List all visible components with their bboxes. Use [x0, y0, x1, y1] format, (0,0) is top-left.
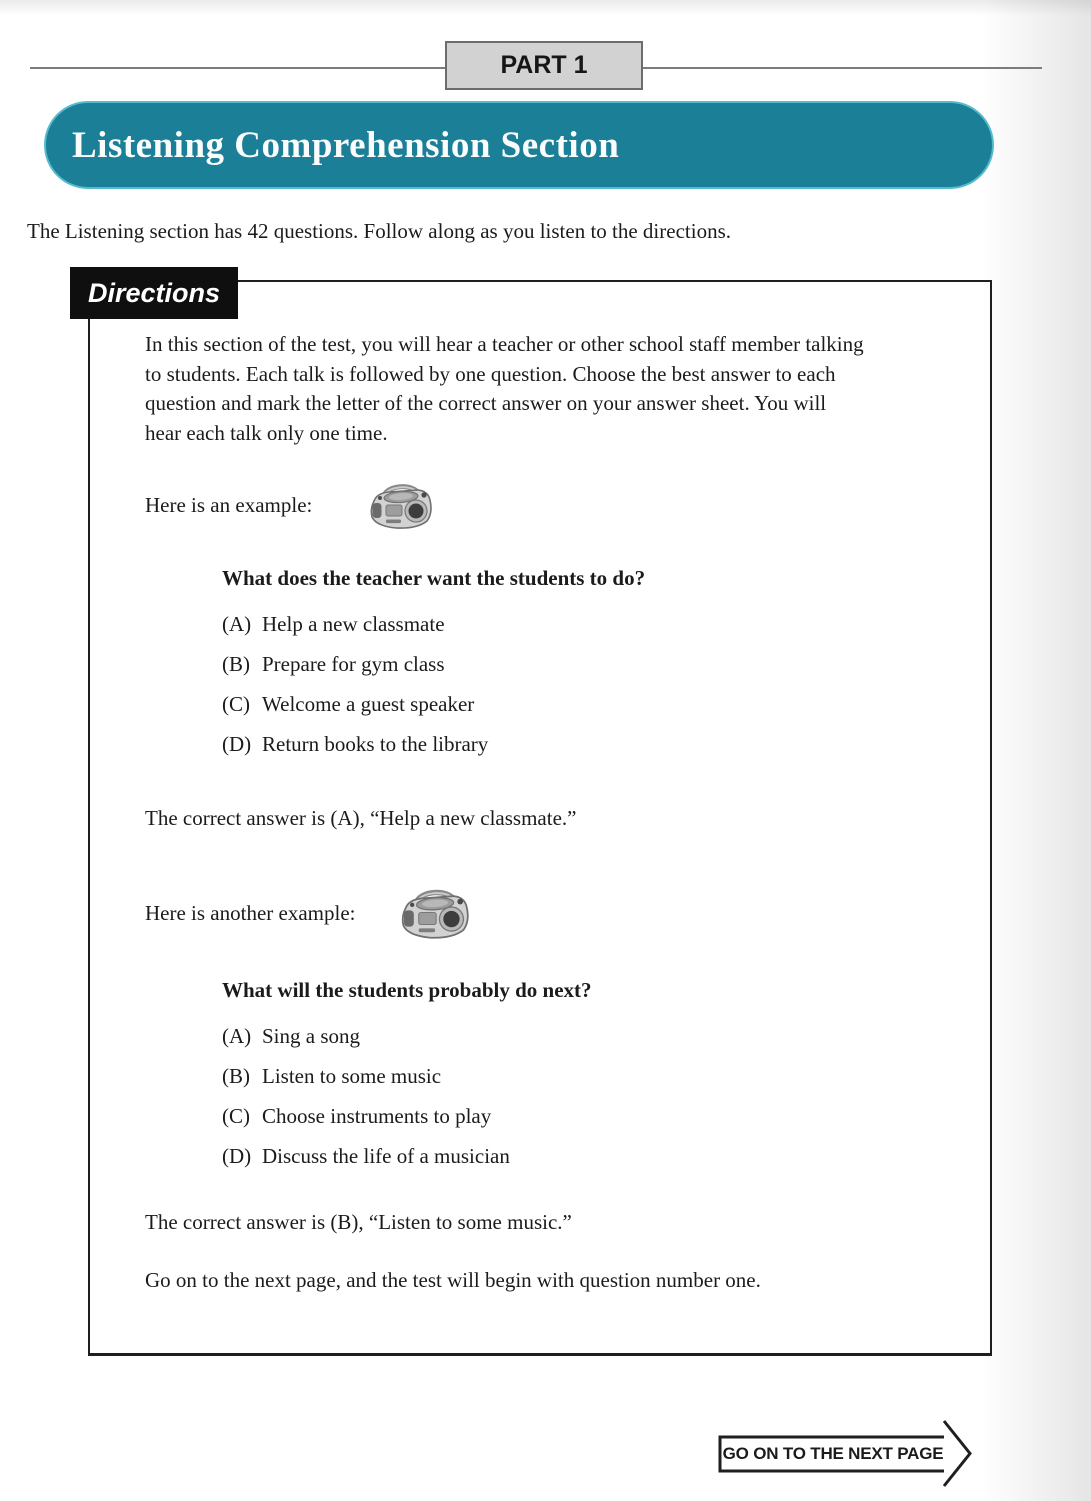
next-page-label: GO ON TO THE NEXT PAGE — [722, 1444, 944, 1463]
directions-line: question and mark the letter of the correct answer on your answer sheet. You will — [145, 391, 827, 415]
option-row — [222, 684, 488, 724]
directions-tab-label: Directions — [88, 277, 221, 308]
page-edge-shading-right — [981, 0, 1091, 1501]
closing-line: Go on to the next page, and the test will begin with question number one. — [145, 1268, 761, 1292]
example1-lead: Here is an example: — [145, 493, 313, 517]
option-text: Return books to the library — [262, 731, 489, 756]
example2-question: What will the students probably do next? — [222, 978, 592, 1002]
option-row — [222, 1016, 510, 1056]
option-text: Choose instruments to play — [262, 1103, 492, 1128]
option-letter: (A) — [222, 1023, 252, 1048]
page-edge-shading-top — [0, 0, 1091, 16]
boombox-icon — [367, 480, 433, 530]
option-row — [222, 604, 488, 644]
example1-options — [222, 604, 488, 764]
example1-question: What does the teacher want the students to do? — [222, 566, 646, 590]
option-letter: (A) — [222, 611, 252, 636]
option-letter: (C) — [222, 691, 250, 716]
option-row — [222, 644, 488, 684]
example2-lead: Here is another example: — [145, 901, 356, 925]
option-letter: (D) — [222, 731, 252, 756]
option-letter: (D) — [222, 1143, 252, 1168]
option-letter: (B) — [222, 651, 250, 676]
option-row — [222, 1096, 510, 1136]
example2-options — [222, 1016, 510, 1176]
option-text: Help a new classmate — [262, 611, 445, 636]
directions-line: hear each talk only one time. — [145, 420, 388, 445]
section-banner — [44, 101, 994, 189]
option-text: Welcome a guest speaker — [262, 691, 475, 716]
option-row — [222, 724, 488, 764]
option-text: Discuss the life of a musician — [262, 1143, 510, 1168]
directions-tab — [70, 267, 238, 319]
example2-answer-line: The correct answer is (B), “Listen to some music.” — [145, 1210, 572, 1234]
intro-text: The Listening section has 42 questions. Follow along as you listen to the directions. — [27, 219, 731, 243]
option-row — [222, 1136, 510, 1176]
option-row — [222, 1056, 510, 1096]
directions-body — [145, 330, 864, 448]
boombox-icon — [398, 885, 470, 940]
option-letter: (B) — [222, 1063, 250, 1088]
part-label-box — [445, 41, 643, 90]
option-text: Prepare for gym class — [262, 651, 445, 676]
section-title: Listening Comprehension Section — [72, 124, 620, 166]
example1-answer-line: The correct answer is (A), “Help a new classmate.” — [145, 806, 577, 830]
part-label: PART 1 — [500, 51, 588, 79]
option-text: Sing a song — [262, 1023, 361, 1048]
option-letter: (C) — [222, 1103, 250, 1128]
directions-line: In this section of the test, you will hear a teacher or other school staff member talking — [145, 332, 864, 356]
directions-line: to students. Each talk is followed by one question. Choose the best answer to each — [145, 361, 836, 386]
option-text: Listen to some music — [262, 1063, 442, 1088]
